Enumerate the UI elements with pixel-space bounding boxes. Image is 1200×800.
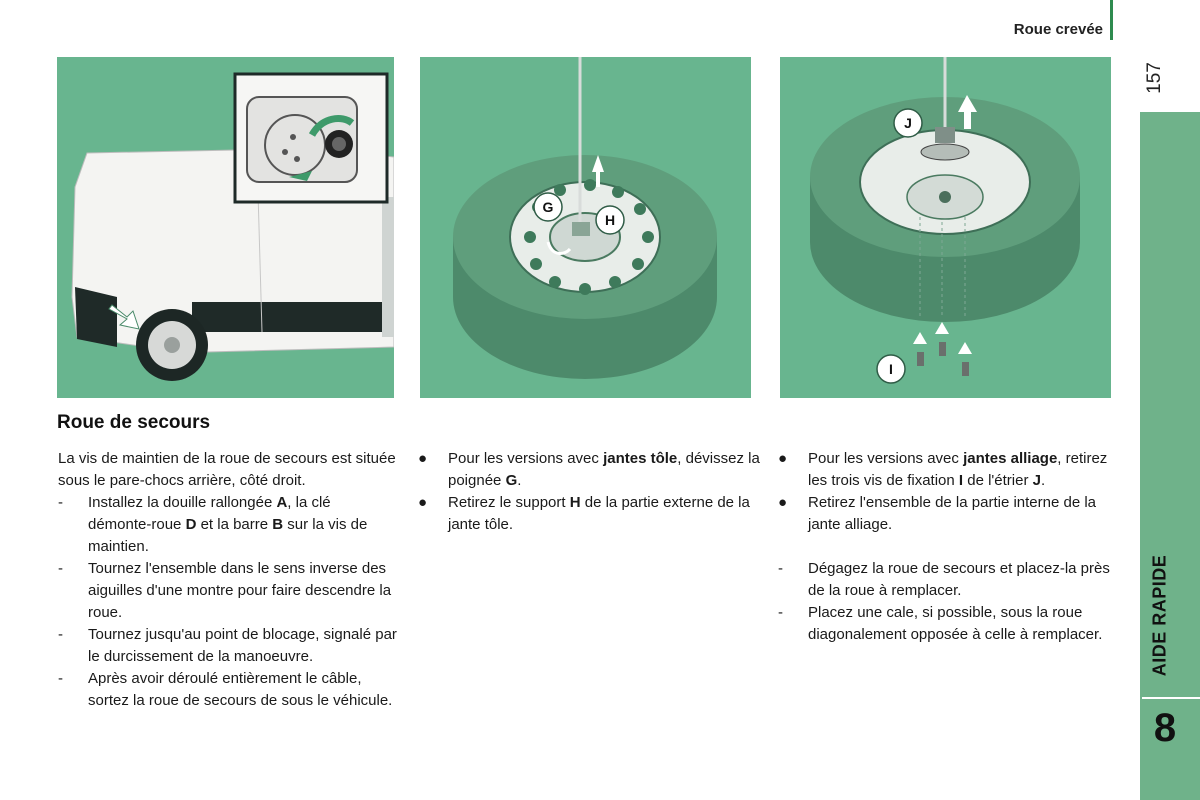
step-text: Tournez jusqu'au point de blocage, signalé par le durcissement de la manoeuvre.	[88, 626, 397, 665]
step-text: Après avoir déroulé entièrement le câble, sortez la roue de secours de sous le véhicule.	[88, 670, 393, 709]
illustration-steel-wheel	[420, 57, 751, 398]
bullet-item	[778, 448, 1123, 492]
step-item	[58, 624, 398, 668]
illustration-alloy-wheel	[780, 57, 1111, 398]
page-number-text: 157	[1144, 62, 1166, 94]
part-ref: H	[569, 494, 581, 511]
page-number	[1140, 58, 1170, 98]
bullet-marker: ●	[778, 494, 788, 511]
text-column-3	[778, 448, 1123, 646]
section-title: Roue de secours	[57, 412, 211, 433]
van-illustration	[57, 57, 394, 398]
dash-marker: -	[778, 560, 783, 577]
dash-marker: -	[58, 494, 63, 511]
step-item	[58, 492, 398, 558]
part-ref: G	[505, 472, 518, 489]
bullet-text: .	[1040, 472, 1046, 489]
callout-i: I	[889, 361, 893, 377]
step-text: Placez une cale, si possible, sous la roue diagonalement opposée à celle à remplacer.	[808, 604, 1103, 643]
illustration-van-spare-location	[57, 57, 394, 398]
step-text: Dégagez la roue de secours et placez-la près de la roue à remplacer.	[808, 560, 1110, 599]
bullet-text: .	[517, 472, 522, 489]
part-ref: A	[276, 494, 288, 511]
chapter-number: 8	[1153, 705, 1177, 750]
intro-paragraph: La vis de maintien de la roue de secours est située sous le pare-chocs arrière, côté droit.	[58, 450, 396, 489]
chapter-tab-divider	[1142, 697, 1200, 699]
callout-g: G	[542, 199, 554, 215]
bullet-text: , retirez les trois vis de fixation	[808, 450, 1108, 489]
bullet-item	[418, 448, 763, 492]
bullet-text: de l'étrier	[963, 472, 1033, 489]
callout-j: J	[904, 115, 912, 131]
dash-marker: -	[778, 604, 783, 621]
step-item	[58, 668, 398, 712]
step-item	[58, 558, 398, 624]
bullet-text: Retirez le support	[448, 494, 570, 511]
chapter-tab-label	[1140, 540, 1180, 690]
part-ref: B	[272, 516, 284, 533]
dash-marker: -	[58, 670, 63, 687]
step-item	[778, 558, 1123, 602]
bullet-item	[418, 492, 763, 536]
bullet-text: , dévissez la poignée	[448, 450, 760, 489]
bullet-text: Pour les versions avec	[808, 450, 964, 467]
bullet-item	[778, 492, 1123, 536]
bullet-marker: ●	[778, 450, 788, 467]
part-ref: J	[1032, 472, 1041, 489]
bullet-text: Retirez l'ensemble de la partie interne de la jante alliage.	[808, 494, 1097, 533]
text-column-1	[58, 448, 398, 712]
bullet-text: Pour les versions avec	[448, 450, 604, 467]
emphasis-text: jantes tôle	[603, 450, 678, 467]
callout-h: H	[604, 212, 616, 228]
dash-marker: -	[58, 626, 63, 643]
bullet-text: de la partie externe de la jante tôle.	[448, 494, 750, 533]
running-header-title: Roue crevée	[1013, 21, 1103, 38]
step-text: Installez la douille rallongée	[88, 494, 277, 511]
step-text: sur la vis de maintien.	[88, 516, 368, 555]
steel-wheel-illustration	[420, 57, 751, 398]
chapter-tab-label-text: AIDE RAPIDE	[1149, 554, 1170, 676]
step-text: , la clé démonte-roue	[88, 494, 331, 533]
part-ref: I	[958, 472, 964, 489]
step-item	[778, 602, 1123, 646]
emphasis-text: jantes alliage	[963, 450, 1058, 467]
header-rule	[1110, 0, 1113, 40]
text-column-2	[418, 448, 763, 536]
alloy-wheel-illustration	[780, 57, 1111, 398]
step-text: Tournez l'ensemble dans le sens inverse des aiguilles d'une montre pour faire descendre la roue.	[88, 560, 392, 621]
bullet-marker: ●	[418, 494, 428, 511]
step-text: et la barre	[196, 516, 273, 533]
part-ref: D	[185, 516, 197, 533]
dash-marker: -	[58, 560, 63, 577]
bullet-marker: ●	[418, 450, 428, 467]
